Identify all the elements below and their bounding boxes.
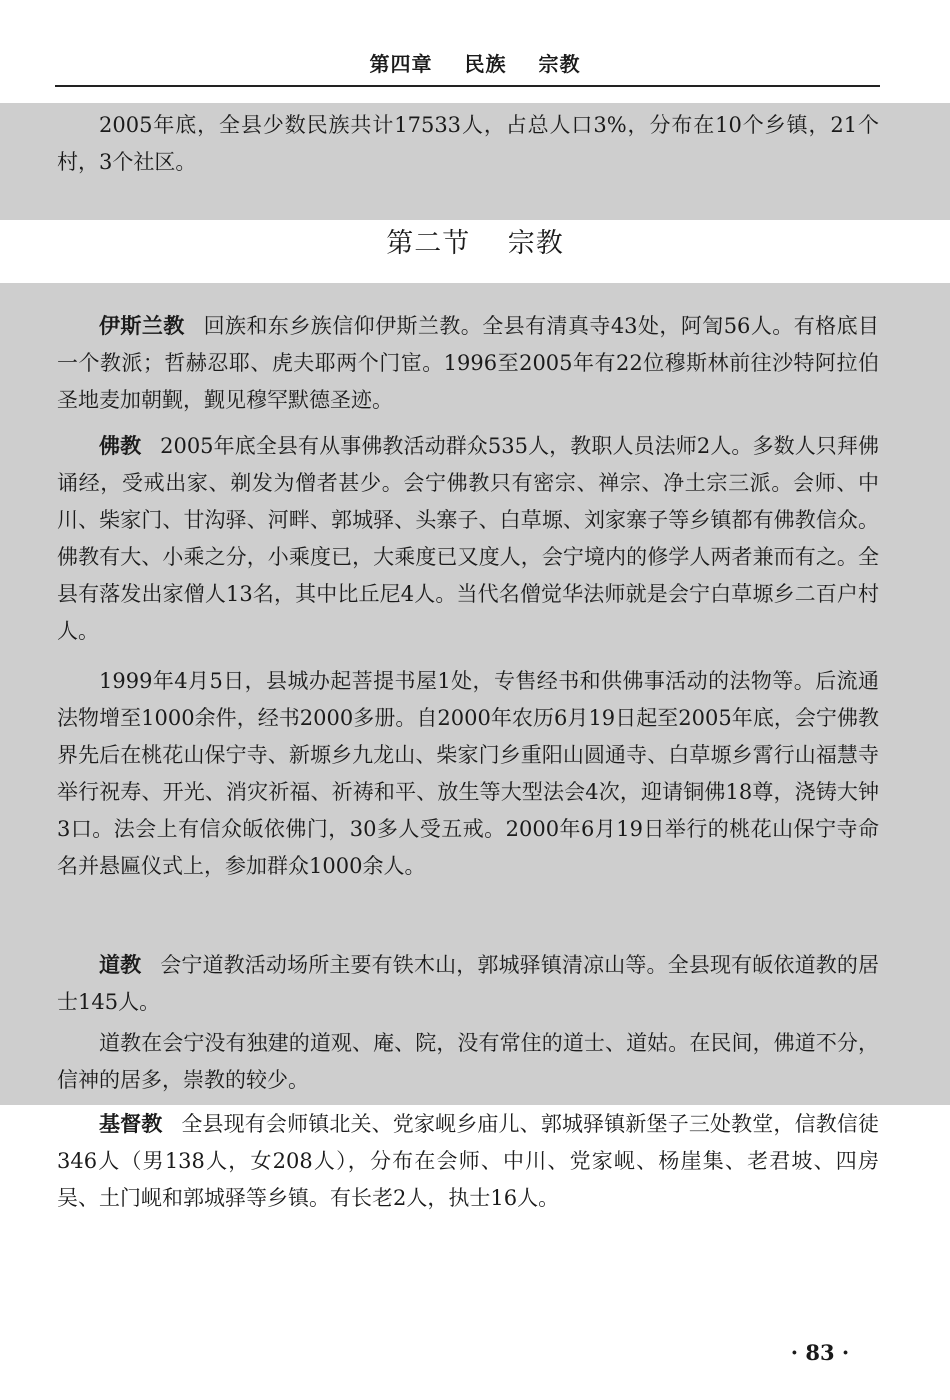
buddhism-text: 2005年底全县有从事佛教活动群众535人，教职人员法师2人。多数人只拜佛诵经，受戒出家、剃发为僧者甚少。会宁佛教只有密宗、禅宗、净土宗三派。会师、中川、柴家门、甘沟驿、河畔、郭城驿、头寨子、白草塬、刘家寨子等乡镇都有佛教信众。佛教有大、小乘之分，小乘度已，大乘度已又度人，会宁境内的修学人两者兼而有之。全县有落发出家僧人13名，其中比丘尼4人。当代名僧觉华法师就是会宁白草塬乡二百户村人。 [57,434,880,643]
section-number: 第二节 [386,228,471,259]
buddhism-term: 佛教 [99,434,142,458]
taoism-text: 会宁道教活动场所主要有铁木山，郭城驿镇清凉山等。全县现有皈依道教的居士145人。 [57,953,880,1014]
islam-text: 回族和东乡族信仰伊斯兰教。全县有清真寺43处，阿訇56人。有格底目一个教派；哲赫忍耶、虎夫耶两个门宦。1996至2005年有22位穆斯林前往沙特阿拉伯圣地麦加朝觐，觐见穆罕默德圣迹。 [57,314,879,412]
christianity-term: 基督教 [99,1112,163,1136]
islam-term: 伊斯兰教 [99,314,185,338]
page-number: · 83 · [790,1340,850,1365]
running-head [0,48,950,77]
christianity-paragraph [57,1106,879,1217]
islam-paragraph [57,308,879,419]
taoism-paragraph [57,947,879,1021]
section-heading [0,224,950,264]
taoism-term: 道教 [99,953,142,977]
christianity-text: 全县现有会师镇北关、党家岘乡庙儿、郭城驿镇新堡子三处教堂，信教信徒346人（男138人，女208人），分布在会师、中川、党家岘、杨崖集、老君坡、四房吴、土门岘和郭城驿等乡镇。有长老2人，执士16人。 [57,1112,880,1210]
intro-paragraph: 2005年底，全县少数民族共计17533人，占总人口3%，分布在10个乡镇，21个村，3个社区。 [57,113,879,174]
buddhism-paragraph-2: 1999年4月5日，县城办起菩提书屋1处，专售经书和供佛事活动的法物等。后流通法物增至1000余件，经书2000多册。自2000年农历6月19日起至2005年底，会宁佛教界先后在桃花山保宁寺、新塬乡九龙山、柴家门乡重阳山圆通寺、白草塬乡霄行山福慧寺举行祝寿、开光、消灾祈福、祈祷和平、放生等大型法会4次，迎请铜佛18尊，浇铸大钟3口。法会上有信众皈依佛门，30多人受五戒。2000年6月19日举行的桃花山保宁寺命名并悬匾仪式上，参加群众1000余人。 [57,669,879,878]
topic-religion: 宗教 [538,52,581,76]
chapter-label: 第四章 [369,52,433,76]
buddhism-paragraph [57,428,879,650]
section-title: 宗教 [507,228,564,259]
header-rule [55,85,880,87]
taoism-paragraph-2: 道教在会宁没有独建的道观、庵、院，没有常住的道士、道姑。在民间，佛道不分，信神的居多，崇教的较少。 [57,1031,879,1092]
topic-ethnicity: 民族 [464,52,507,76]
